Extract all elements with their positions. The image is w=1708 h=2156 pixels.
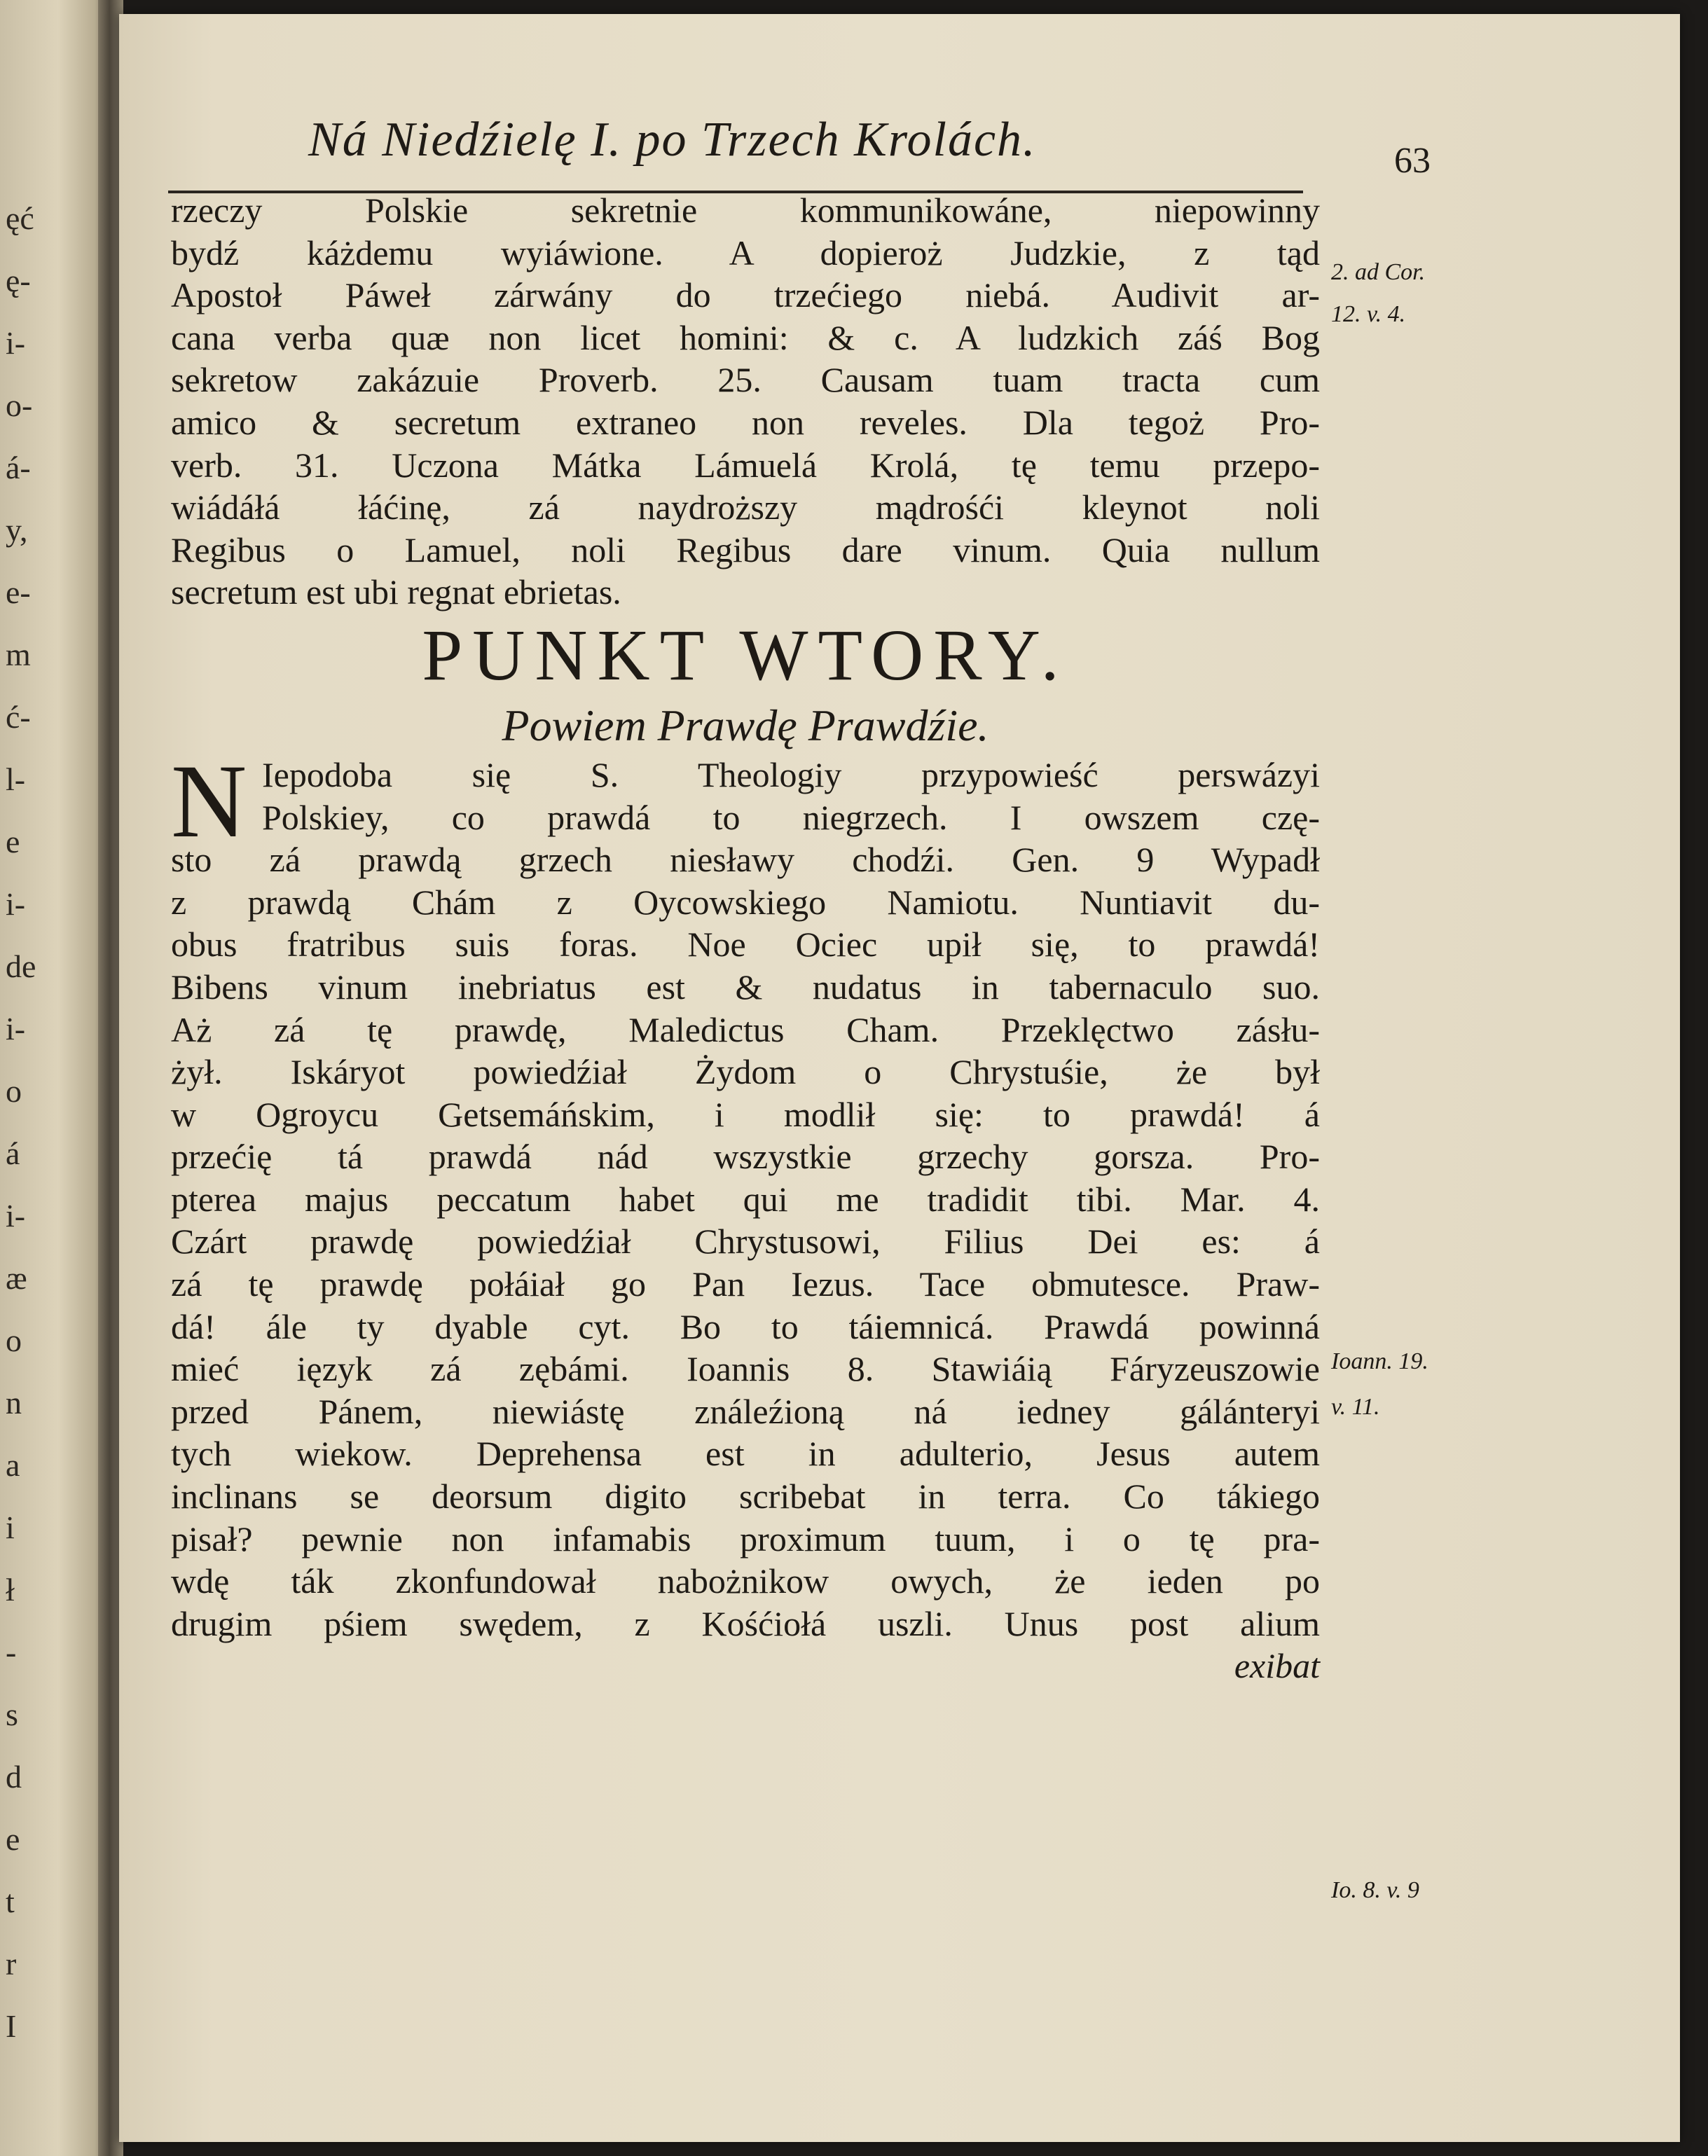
text-line: z prawdą Chám z Oycowskiego Namiotu. Nuntiavit du- — [171, 882, 1320, 922]
previous-page-fragment: i- — [6, 1198, 26, 1234]
previous-page-fragment: e- — [6, 574, 31, 610]
previous-page-fragment: n — [6, 1385, 22, 1421]
previous-page-fragment: r — [6, 1946, 17, 1982]
drop-cap: N — [171, 742, 247, 859]
text-line: wiádáłá łáćinę, zá naydroższy mądrośći kleynot noli — [171, 488, 1320, 527]
section-heading: PUNKT WTORY. — [422, 614, 1069, 696]
previous-page-fragment: i- — [6, 1011, 26, 1046]
text-line: Bibens vinum inebriatus est & nudatus in tabernaculo suo. — [171, 967, 1320, 1007]
text-line: pisał? pewnie non infamabis proximum tuum, i o tę pra- — [171, 1519, 1320, 1559]
previous-page-fragment: æ — [6, 1260, 27, 1296]
previous-page-fragment: l- — [6, 761, 26, 797]
marginal-note: 2. ad Cor. — [1331, 259, 1426, 285]
text-line: Czárt prawdę powiedźiał Chrystusowi, Filius Dei es: á — [171, 1222, 1320, 1262]
previous-page-fragment: i- — [6, 325, 26, 361]
previous-page-fragment: ł — [6, 1572, 15, 1608]
paragraph-after-heading — [171, 838, 1320, 1645]
previous-page-fragment: ć- — [6, 699, 31, 735]
text-line: secretum est ubi regnat ebrietas. — [171, 572, 621, 612]
text-line: dá! ále ty dyable cyt. Bo to táiemnicá. Prawdá powinná — [171, 1306, 1320, 1346]
previous-page-fragment: I — [6, 2008, 17, 2044]
previous-page-fragment: e — [6, 1821, 20, 1857]
catchword: exibat — [1234, 1646, 1320, 1686]
main-text — [171, 189, 1320, 1687]
previous-page-fragment: ęć — [6, 200, 34, 236]
previous-page-fragment: i — [6, 1509, 15, 1545]
marginal-note: 12. v. 4. — [1331, 301, 1406, 327]
page-number: 63 — [1394, 141, 1431, 181]
previous-page-fragment: de — [6, 948, 36, 984]
text-line: wdę ták zkonfundował nabożnikow owych, że ieden po — [171, 1561, 1320, 1601]
text-line: Regibus o Lamuel, noli Regibus dare vinum. Quia nullum — [171, 530, 1320, 569]
paragraph-before-heading — [171, 189, 1320, 614]
text-line: pterea majus peccatum habet qui me tradidit tibi. Mar. 4. — [171, 1179, 1320, 1219]
previous-page-fragment: d — [6, 1759, 22, 1795]
previous-page-fragment: ę- — [6, 263, 31, 298]
text-line: sto zá prawdą grzech niesławy chodźi. Gen. 9 Wypadł — [171, 840, 1320, 880]
previous-page-fragment: o — [6, 1073, 22, 1109]
text-line: przećię tá prawdá nád wszystkie grzechy gorsza. Pro- — [171, 1137, 1320, 1177]
previous-page-fragment: s — [6, 1697, 18, 1732]
previous-page-fragment: o — [6, 1322, 22, 1358]
previous-page-fragment: o- — [6, 387, 33, 423]
previous-page-fragment: á — [6, 1135, 20, 1171]
running-head: Ná Niedźielę I. po Trzech Krolách. — [308, 113, 1037, 167]
previous-page-fragment: a — [6, 1447, 20, 1483]
text-line: tych wiekow. Deprehensa est in adulterio, Jesus autem — [171, 1434, 1320, 1474]
text-line: sekretow zakázuie Proverb. 25. Causam tuam tracta cum — [171, 360, 1320, 400]
text-line: rzeczy Polskie sekretnie kommunikowáne, niepowinny — [171, 191, 1320, 230]
previous-page-fragment: m — [6, 637, 31, 672]
text-line: Apostoł Páweł zárwány do trzećiego niebá. Audivit ar- — [171, 275, 1320, 315]
previous-page-fragment: á- — [6, 450, 31, 485]
text-line: zá tę prawdę połáiał go Pan Iezus. Tace obmutesce. Praw- — [171, 1264, 1320, 1304]
marginal-note: Ioann. 19. — [1331, 1348, 1428, 1374]
text-line: Aż zá tę prawdę, Maledictus Cham. Przeklęctwo zásłu- — [171, 1009, 1320, 1049]
previous-page-fragment: y, — [6, 512, 28, 548]
text-line: mieć ięzyk zá zębámi. Ioannis 8. Stawiáią Fáryzeuszowie — [171, 1349, 1320, 1389]
previous-page-fragment: e — [6, 824, 20, 859]
text-line: Polskiey, co prawdá to niegrzech. I owszem czę- — [262, 797, 1320, 837]
section-subheading: Powiem Prawdę Prawdźie. — [502, 700, 989, 750]
text-line: verb. 31. Uczona Mátka Lámuelá Krolá, tę temu przepo- — [171, 445, 1320, 485]
marginal-note: Io. 8. v. 9 — [1331, 1877, 1419, 1903]
text-line: żył. Iskáryot powiedźiał Żydom o Chrystuśie, że był — [171, 1052, 1320, 1092]
previous-page-fragment: i- — [6, 886, 26, 922]
drop-cap-paragraph — [171, 742, 1320, 859]
text-line: inclinans se deorsum digito scribebat in terra. Co tákiego — [171, 1477, 1320, 1516]
marginal-note: v. 11. — [1331, 1394, 1380, 1420]
text-line: Iepodoba się S. Theologiy przypowieść perswázyi — [262, 754, 1320, 794]
previous-page-fragment: - — [6, 1634, 17, 1670]
text-line: obus fratribus suis foras. Noe Ociec upił się, to prawdá! — [171, 925, 1320, 965]
text-line: przed Pánem, niewiástę ználeźioną ná iedney gálánteryi — [171, 1391, 1320, 1431]
text-line: bydź káżdemu wyiáwione. A dopieroż Judzkie, z tąd — [171, 233, 1320, 272]
previous-page-edge — [0, 0, 105, 2156]
text-line: w Ogroycu Getsemáńskim, i modlił się: to prawdá! á — [171, 1094, 1320, 1134]
text-line: drugim pśiem swędem, z Kośćiołá uszli. Unus post alium — [171, 1603, 1320, 1643]
previous-page-fragment: t — [6, 1884, 15, 1919]
text-line: cana verba quæ non licet homini: & c. A ludzkich záś Bog — [171, 317, 1320, 357]
drop-cap-lines — [171, 754, 1320, 838]
text-line: amico & secretum extraneo non reveles. Dla tegoż Pro- — [171, 402, 1320, 442]
